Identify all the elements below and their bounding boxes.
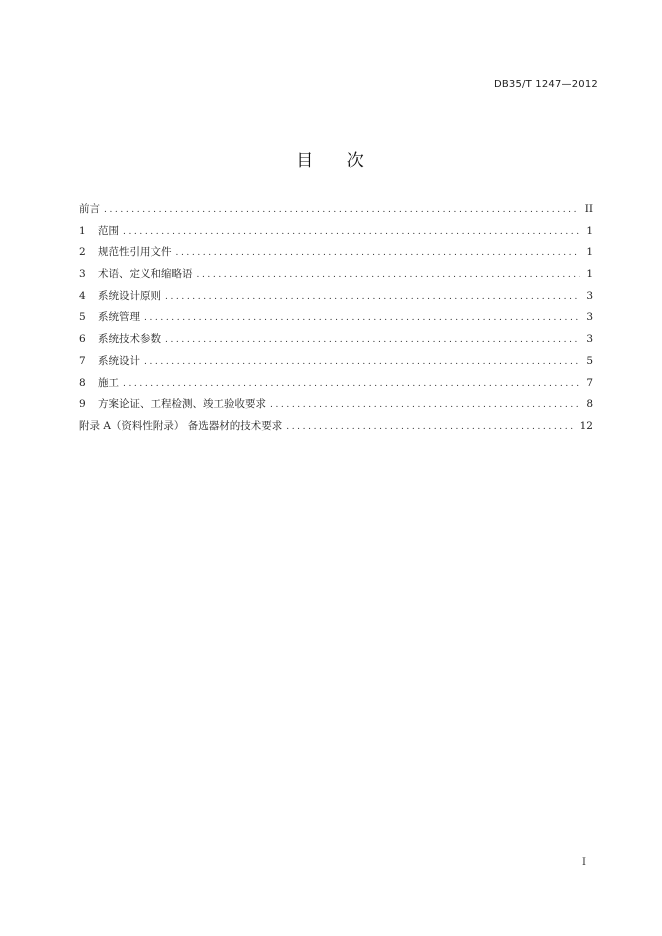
toc-entry-page: 1: [586, 246, 593, 259]
toc-entry-label: 范围: [98, 224, 119, 237]
toc-entry-page: 7: [586, 376, 593, 389]
toc-entry-number: 9: [79, 398, 86, 411]
toc-entry[interactable]: [79, 416, 593, 438]
toc-entry[interactable]: [79, 199, 593, 221]
toc-entry-label: 系统管理: [98, 311, 140, 324]
toc-entry-page: 8: [586, 398, 593, 411]
toc-entry-label: 前言: [79, 203, 100, 215]
dot-leader: [123, 374, 580, 396]
page-title: 目 次: [296, 151, 366, 171]
dot-leader: [270, 395, 580, 417]
toc-entry-label: 施工: [98, 376, 119, 389]
dot-leader: [165, 287, 580, 309]
toc-entry[interactable]: [79, 329, 593, 351]
dot-leader: [144, 308, 580, 330]
dot-leader: [144, 352, 580, 374]
toc-entry[interactable]: [79, 242, 593, 264]
dot-leader: [176, 243, 581, 265]
table-of-contents: [79, 199, 593, 438]
toc-entry-label: 系统设计原则: [98, 289, 161, 302]
dot-leader: [123, 222, 580, 244]
toc-entry-number: 5: [79, 311, 86, 324]
toc-entry-page: 1: [586, 268, 593, 281]
dot-leader: [165, 330, 580, 352]
toc-entry-label: 系统设计: [98, 354, 140, 367]
toc-entry-page: 5: [586, 354, 593, 367]
page-number: I: [582, 857, 586, 868]
toc-entry-page: 3: [586, 311, 593, 324]
toc-entry[interactable]: [79, 264, 593, 286]
toc-entry[interactable]: [79, 286, 593, 308]
dot-leader: [197, 265, 581, 287]
toc-entry-label: 方案论证、工程检测、竣工验收要求: [98, 398, 266, 411]
toc-entry-page: 12: [579, 419, 593, 432]
toc-entry-number: 6: [79, 333, 86, 346]
dot-leader: [104, 200, 580, 222]
toc-entry-label: 系统技术参数: [98, 333, 161, 346]
toc-entry-page: 1: [586, 224, 593, 237]
toc-entry-number: 3: [79, 268, 86, 281]
toc-entry-number: 4: [79, 289, 86, 302]
toc-entry-page: II: [584, 203, 593, 215]
toc-entry-label: 术语、定义和缩略语: [98, 268, 193, 281]
toc-entry-number: 7: [79, 354, 86, 367]
document-code: DB35/T 1247—2012: [493, 79, 598, 90]
toc-entry-number: 8: [79, 376, 86, 389]
dot-leader: [286, 417, 574, 439]
toc-entry-page: 3: [586, 333, 593, 346]
toc-entry-label: 附录 A（资料性附录） 备选器材的技术要求: [79, 419, 283, 432]
toc-entry-number: 1: [79, 224, 86, 237]
toc-entry-page: 3: [586, 289, 593, 302]
toc-entry[interactable]: [79, 221, 593, 243]
toc-entry[interactable]: [79, 307, 593, 329]
toc-entry[interactable]: [79, 394, 593, 416]
toc-entry[interactable]: [79, 351, 593, 373]
toc-entry[interactable]: [79, 373, 593, 395]
toc-entry-number: 2: [79, 246, 86, 259]
toc-entry-label: 规范性引用文件: [98, 246, 172, 259]
